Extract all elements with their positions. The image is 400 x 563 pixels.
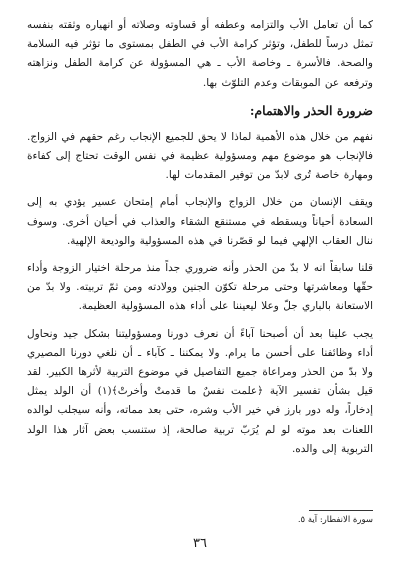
footnote-divider: [309, 510, 373, 511]
paragraph-father-influence: كما أن تعامل الأب والتزامه وعطفه أو قساوته وصلاته أو انهياره وثقته بنفسه تمثل درساً للطفل، وتؤثر كرامة الأب في الطفل بمستوى ما تؤثر فيه السلامة والصحة. فالأسرة ـ وخاصة الأب ـ هي المسؤولة عن كرامة الطفل ونزاهته وترفعه عن الموبقات وعدم التلوّث بها.: [27, 19, 373, 89]
page-number: ٣٦: [193, 536, 207, 551]
section-heading: ضرورة الحذر والاهتمام:: [249, 102, 373, 118]
paragraph-exam: ويقف الإنسان من خلال الزواج والإنجاب أمام إمتحان عسير يؤدي به إلى السعادة أحياناً ويسقطه في مستنقع الشقاء والعذاب في أحيان أخرى. وسوف ننال العقاب الإلهي فيما لو قصّرنا في هذه المسؤولية والوديعة الإلهية.: [27, 196, 373, 247]
spacer: [27, 185, 373, 193]
footnote: سورة الانفطار: آية ٥.: [297, 515, 373, 525]
paragraph-responsibility: يجب علينا بعد أن أصبحنا آباءً أن نعرف دورنا ومسؤوليتنا بشكل جيد ونحاول أداء وظائفنا على أحسن ما يرام. ولا يمكننا ـ كآباء ـ أن نلغي دورنا المصيري ولا بدّ من الحذر ومراعاة جميع التفاصيل في موضوع التربية لأثرها الكبير. لقد قيل بشأن تفسير الآية ﴿علمت نفسٌ ما قدمتْ وأخرتْ﴾(١) أن الولد يمثل إدخاراً، وله دور بارز في خير الأب وشره، حتى بعد مماته، وأنه سيجلب لوالده اللعنات بعد موته لو لم يُرَبّ تربية صالحة، إذ ستنسب بعض آثار هذا الولد التربوية إلى والده.: [27, 327, 373, 455]
paragraph-importance: نفهم من خلال هذه الأهمية لماذا لا يحق للجميع الإنجاب رغم حقهم في الزواج. فالإنجاب هو موضوع مهم ومسؤولية عظيمة في نفس الوقت تحتاج إلى كفاءة ومهارة خاصة تُرى لابدّ من توفير المقدمات لها.: [27, 130, 373, 182]
paragraph-caution: قلنا سابقاً انه لا بدّ من الحذر وأنه ضروري جداً منذ مرحلة اختيار الزوجة وأداء حقّها ومعاشرتها وحتى مرحلة تكوّن الجنين وولادته ومن ثمّ تربيته. ولا بدّ من الاستعانة بالباري جلّ وعلا ليعيننا على أداء هذه المسؤولية العظيمة.: [27, 262, 373, 313]
spacer: [27, 317, 373, 325]
spacer: [27, 251, 373, 259]
